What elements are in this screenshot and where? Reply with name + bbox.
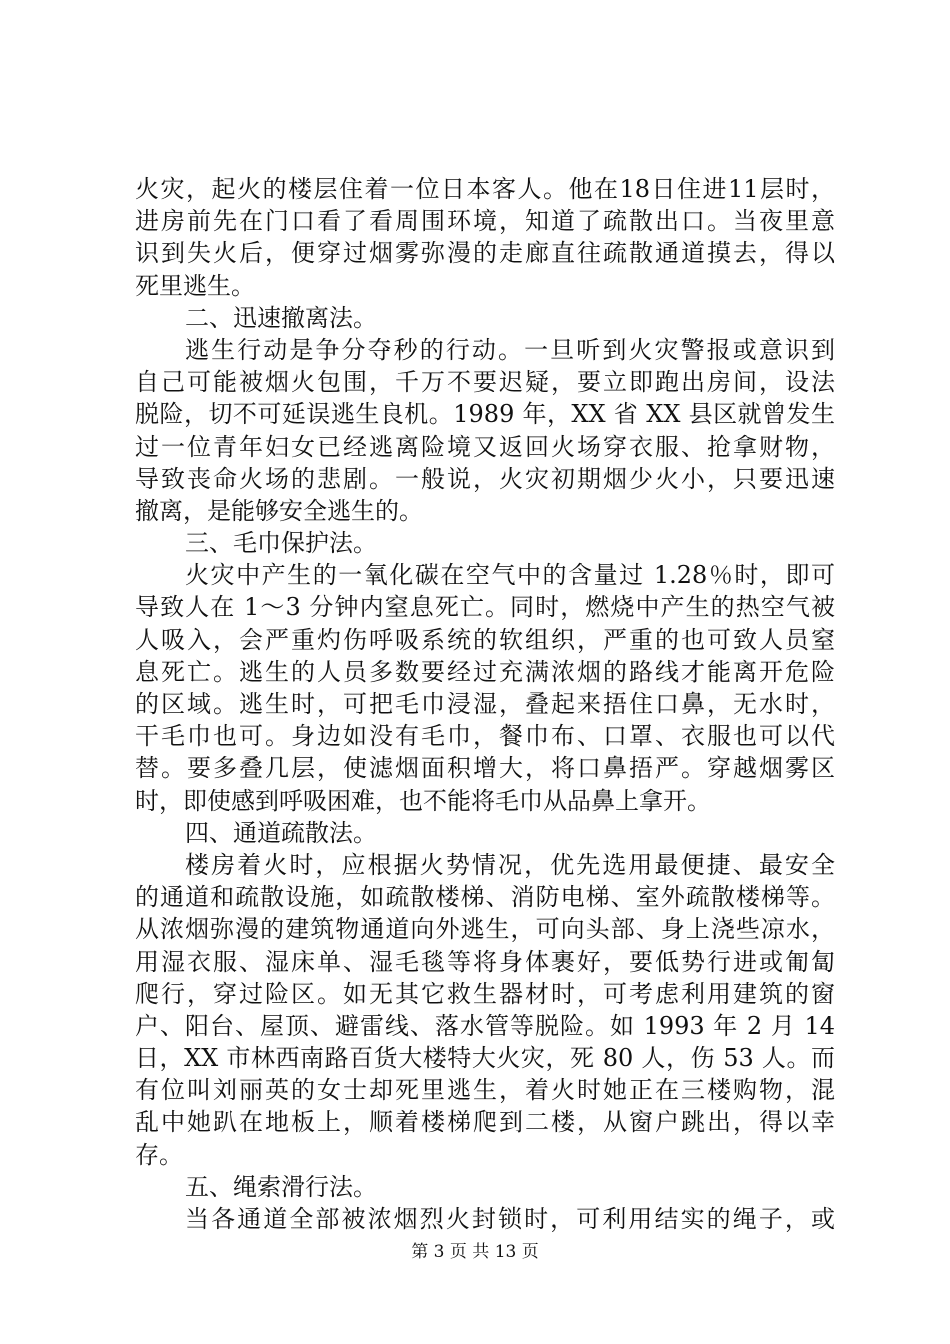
text-line: 的通道和疏散设施，如疏散楼梯、消防电梯、室外疏散楼梯等。 (135, 883, 835, 912)
text-line: 替。要多叠几层，使滤烟面积增大，将口鼻捂严。穿越烟雾区 (135, 754, 835, 783)
text-line: 日，XX 市林西南路百货大楼特大火灾，死 80 人，伤 53 人。而 (135, 1044, 835, 1073)
text-line: 脱险，切不可延误逃生良机。1989 年，XX 省 XX 县区就曾发生 (135, 400, 835, 429)
page-footer: 第 3 页 共 13 页 (411, 1242, 539, 1262)
text-line: 逃生行动是争分夺秒的行动。一旦听到火灾警报或意识到 (185, 335, 835, 364)
text-line: 当各通道全部被浓烟烈火封锁时，可利用结实的绳子，或 (185, 1205, 835, 1233)
text-line: 进房前先在门口看了看周围环境，知道了疏散出口。当夜里意 (135, 207, 835, 236)
text-line: 干毛巾也可。身边如没有毛巾，餐巾布、口罩、衣服也可以代 (135, 722, 835, 751)
text-line: 用湿衣服、湿床单、湿毛毯等将身体裹好，要低势行进或匍匐 (135, 947, 835, 976)
text-line: 乱中她趴在地板上，顺着楼梯爬到二楼，从窗户跳出，得以幸 (135, 1108, 835, 1137)
text-line: 导致丧命火场的悲剧。一般说，火灾初期烟少火小，只要迅速 (135, 464, 835, 493)
text-line: 时，即使感到呼吸困难，也不能将毛巾从品鼻上拿开。 (135, 786, 711, 815)
section-heading: 三、毛巾保护法。 (185, 529, 377, 558)
text-line: 识到失火后，便穿过烟雾弥漫的走廊直往疏散通道摸去，得以 (135, 239, 835, 268)
text-line: 过一位青年妇女已经逃离险境又返回火场穿衣服、抢拿财物， (135, 432, 835, 461)
section-heading: 二、迅速撤离法。 (185, 303, 377, 332)
section-heading: 五、绳索滑行法。 (185, 1172, 377, 1201)
text-line: 撤离，是能够安全逃生的。 (135, 496, 423, 525)
text-line: 楼房着火时，应根据火势情况，优先选用最便捷、最安全 (185, 850, 835, 879)
section-heading: 四、通道疏散法。 (185, 818, 377, 847)
text-line: 人吸入，会严重灼伤呼吸系统的软组织，严重的也可致人员窒 (135, 625, 835, 654)
text-line: 爬行，穿过险区。如无其它救生器材时，可考虑利用建筑的窗 (135, 979, 835, 1008)
text-line: 户、阳台、屋顶、避雷线、落水管等脱险。如 1993 年 2 月 14 (135, 1011, 835, 1040)
document-body (135, 173, 835, 1235)
text-line: 自己可能被烟火包围，千万不要迟疑，要立即跑出房间，设法 (135, 368, 835, 397)
text-line: 存。 (135, 1140, 183, 1169)
text-line: 从浓烟弥漫的建筑物通道向外逃生，可向头部、身上浇些凉水， (135, 915, 835, 944)
text-line: 火灾，起火的楼层住着一位日本客人。他在18日住进11层时， (135, 175, 835, 203)
text-line: 火灾中产生的一氧化碳在空气中的含量过 1.28％时，即可 (185, 561, 835, 590)
text-line: 的区域。逃生时，可把毛巾浸湿，叠起来捂住口鼻，无水时， (135, 690, 835, 718)
text-line: 导致人在 1～3 分钟内窒息死亡。同时，燃烧中产生的热空气被 (135, 593, 835, 622)
text-line: 死里逃生。 (135, 271, 255, 300)
text-line: 有位叫刘丽英的女士却死里逃生，着火时她正在三楼购物，混 (135, 1076, 835, 1105)
text-line: 息死亡。逃生的人员多数要经过充满浓烟的路线才能离开危险 (135, 657, 835, 686)
